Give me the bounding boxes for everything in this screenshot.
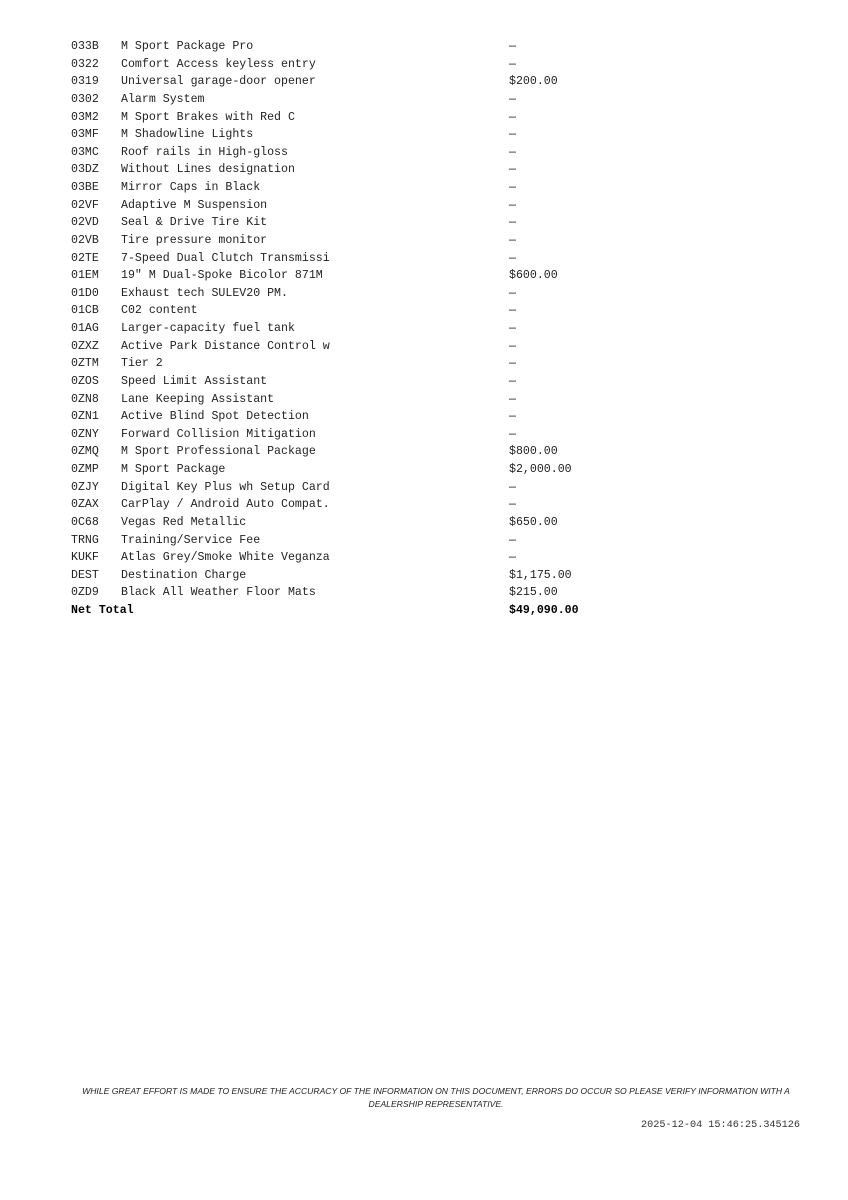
line-item-price: — bbox=[509, 128, 516, 142]
line-item-row bbox=[71, 584, 631, 602]
line-item-code: 02VD bbox=[71, 216, 99, 230]
line-item-row bbox=[71, 144, 631, 162]
line-item-description: M Sport Package Pro bbox=[121, 40, 254, 53]
line-item-code: 033B bbox=[71, 40, 99, 53]
line-item-code: 03DZ bbox=[71, 163, 99, 177]
line-item-code: 03M2 bbox=[71, 110, 99, 124]
line-item-description: Tier 2 bbox=[121, 357, 163, 371]
line-item-price: — bbox=[509, 233, 516, 247]
line-item-price: — bbox=[509, 163, 516, 177]
line-item-description: M Sport Professional Package bbox=[121, 445, 316, 459]
line-item-row bbox=[71, 56, 631, 74]
line-item-description: Seal & Drive Tire Kit bbox=[121, 216, 268, 230]
line-item-row bbox=[71, 197, 631, 215]
line-item-code: 03MF bbox=[71, 128, 99, 142]
line-item-code: TRNG bbox=[71, 533, 99, 547]
line-item-description: C02 content bbox=[121, 304, 198, 318]
net-total-row bbox=[71, 602, 631, 620]
line-item-price: — bbox=[509, 551, 516, 565]
line-item-row bbox=[71, 126, 631, 144]
line-item-description: Lane Keeping Assistant bbox=[121, 392, 275, 406]
line-item-price: — bbox=[509, 322, 516, 335]
line-item-price: — bbox=[509, 198, 516, 212]
net-total-label: Net Total bbox=[71, 604, 134, 617]
line-item-description: 19" M Dual-Spoke Bicolor 871M bbox=[121, 269, 323, 283]
line-item-price: $800.00 bbox=[509, 445, 558, 459]
line-item-code: DEST bbox=[71, 568, 99, 582]
line-item-description: Active Park Distance Control w bbox=[121, 339, 330, 353]
line-item-row bbox=[71, 549, 631, 567]
line-item-code: 0ZN8 bbox=[71, 392, 99, 406]
line-item-code: 0ZOS bbox=[71, 374, 99, 388]
line-item-row bbox=[71, 302, 631, 320]
line-item-code: 0ZXZ bbox=[71, 339, 99, 353]
line-item-row bbox=[71, 91, 631, 109]
line-item-row bbox=[71, 338, 631, 356]
line-item-row bbox=[71, 179, 631, 197]
line-item-row bbox=[71, 214, 631, 232]
line-item-price: — bbox=[509, 498, 516, 512]
line-item-description: Vegas Red Metallic bbox=[121, 515, 247, 529]
line-item-row bbox=[71, 161, 631, 179]
line-item-price: $2,000.00 bbox=[509, 463, 572, 476]
disclaimer-text: WHILE GREAT EFFORT IS MADE TO ENSURE THE ACCURACY OF THE INFORMATION ON THIS DOCUMENT, ERRORS DO OCCUR SO PLEASE VERIFY INFORMATION WITH A DEALERSHIP REPRESENTATIVE. bbox=[82, 1086, 790, 1109]
line-item-description: Black All Weather Floor Mats bbox=[121, 586, 316, 600]
line-item-description: M Shadowline Lights bbox=[121, 128, 254, 142]
line-item-row bbox=[71, 567, 631, 585]
line-item-description: Roof rails in High-gloss bbox=[121, 145, 288, 159]
line-item-price: — bbox=[509, 216, 516, 230]
line-item-row bbox=[71, 532, 631, 550]
line-item-description: CarPlay / Android Auto Compat. bbox=[121, 498, 330, 512]
line-item-row bbox=[71, 443, 631, 461]
line-item-description: 7-Speed Dual Clutch Transmissi bbox=[121, 251, 330, 265]
line-item-row bbox=[71, 391, 631, 409]
line-item-price: — bbox=[509, 181, 516, 194]
line-item-price: — bbox=[509, 410, 516, 424]
line-item-row bbox=[71, 109, 631, 127]
line-item-code: 0322 bbox=[71, 57, 99, 71]
line-item-code: 0ZAX bbox=[71, 498, 99, 512]
line-item-code: KUKF bbox=[71, 551, 99, 565]
line-item-price: — bbox=[509, 357, 516, 371]
line-item-row bbox=[71, 320, 631, 338]
line-item-description: Exhaust tech SULEV20 PM. bbox=[121, 286, 288, 300]
line-item-price: — bbox=[509, 57, 516, 71]
line-item-price: $650.00 bbox=[509, 515, 558, 529]
line-item-row bbox=[71, 479, 631, 497]
line-item-price: $600.00 bbox=[509, 269, 558, 283]
line-item-price: — bbox=[509, 427, 516, 441]
line-item-code: 01D0 bbox=[71, 286, 99, 300]
line-item-code: 01AG bbox=[71, 322, 99, 335]
line-item-row bbox=[71, 73, 631, 91]
line-item-code: 0319 bbox=[71, 75, 99, 89]
line-item-price: — bbox=[509, 533, 516, 547]
line-item-row bbox=[71, 496, 631, 514]
line-item-code: 0ZN1 bbox=[71, 410, 99, 424]
line-item-row bbox=[71, 267, 631, 285]
line-item-description: Speed Limit Assistant bbox=[121, 374, 268, 388]
line-item-description: Digital Key Plus wh Setup Card bbox=[121, 480, 330, 494]
line-item-row bbox=[71, 426, 631, 444]
line-item-description: Tire pressure monitor bbox=[121, 233, 268, 247]
line-item-description: Forward Collision Mitigation bbox=[121, 427, 316, 441]
line-item-description: Training/Service Fee bbox=[121, 533, 261, 547]
line-item-price: — bbox=[509, 40, 516, 53]
line-item-price: $200.00 bbox=[509, 75, 558, 89]
line-item-code: 0ZJY bbox=[71, 480, 99, 494]
line-item-description: Larger-capacity fuel tank bbox=[121, 322, 295, 335]
line-item-description: Active Blind Spot Detection bbox=[121, 410, 309, 424]
line-item-code: 0ZMP bbox=[71, 463, 99, 476]
line-item-row bbox=[71, 514, 631, 532]
line-item-price: — bbox=[509, 286, 516, 300]
line-item-description: Mirror Caps in Black bbox=[121, 181, 261, 194]
line-item-price: — bbox=[509, 110, 516, 124]
line-item-code: 0ZMQ bbox=[71, 445, 99, 459]
line-item-code: 01EM bbox=[71, 269, 99, 283]
line-item-code: 01CB bbox=[71, 304, 99, 318]
line-item-code: 02VB bbox=[71, 233, 99, 247]
line-item-price: $1,175.00 bbox=[509, 568, 572, 582]
line-item-description: M Sport Brakes with Red C bbox=[121, 110, 295, 124]
line-item-code: 0C68 bbox=[71, 515, 99, 529]
line-item-price: — bbox=[509, 145, 516, 159]
line-item-description: Adaptive M Suspension bbox=[121, 198, 268, 212]
line-item-row bbox=[71, 232, 631, 250]
line-item-description: Alarm System bbox=[121, 92, 205, 106]
line-item-code: 03MC bbox=[71, 145, 99, 159]
line-item-code: 02VF bbox=[71, 198, 99, 212]
line-item-code: 0ZD9 bbox=[71, 586, 99, 600]
line-item-row bbox=[71, 250, 631, 268]
line-item-code: 0302 bbox=[71, 92, 99, 106]
line-item-description: Atlas Grey/Smoke White Veganza bbox=[121, 551, 330, 565]
line-item-description: Universal garage-door opener bbox=[121, 75, 316, 89]
line-item-code: 02TE bbox=[71, 251, 99, 265]
line-item-row bbox=[71, 355, 631, 373]
line-item-price: — bbox=[509, 92, 516, 106]
line-item-row bbox=[71, 408, 631, 426]
line-item-price: — bbox=[509, 480, 516, 494]
net-total-price: $49,090.00 bbox=[509, 604, 579, 617]
line-item-row bbox=[71, 285, 631, 303]
line-item-code: 0ZNY bbox=[71, 427, 99, 441]
line-item-price: — bbox=[509, 304, 516, 318]
line-item-price: — bbox=[509, 374, 516, 388]
line-item-description: Comfort Access keyless entry bbox=[121, 57, 316, 71]
line-item-description: Without Lines designation bbox=[121, 163, 295, 177]
line-item-price: $215.00 bbox=[509, 586, 558, 600]
line-item-price: — bbox=[509, 339, 516, 353]
line-item-row bbox=[71, 38, 631, 56]
line-item-description: Destination Charge bbox=[121, 568, 247, 582]
line-item-row bbox=[71, 461, 631, 479]
line-item-description: M Sport Package bbox=[121, 463, 226, 476]
line-item-price: — bbox=[509, 392, 516, 406]
line-item-price: — bbox=[509, 251, 516, 265]
line-item-row bbox=[71, 373, 631, 391]
line-item-code: 0ZTM bbox=[71, 357, 99, 371]
timestamp: 2025-12-04 15:46:25.345126 bbox=[641, 1120, 800, 1131]
line-items-table bbox=[71, 38, 631, 620]
line-item-code: 03BE bbox=[71, 181, 99, 194]
